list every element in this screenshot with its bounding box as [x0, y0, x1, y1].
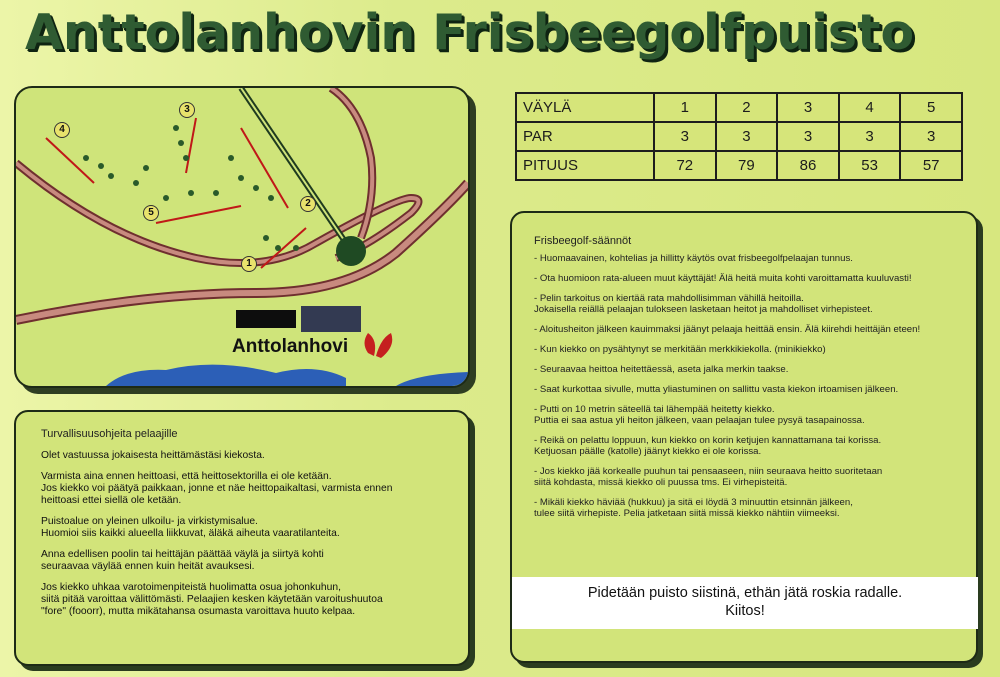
- table-cell: 3: [900, 122, 962, 151]
- path-road: [331, 88, 372, 238]
- pond-marker: [336, 236, 366, 266]
- list-item: - Putti on 10 metrin säteellä tai lähempää heitetty kiekko. Puttia ei saa astua yli heiton jälkeen, vaan pelaajan tulee pysyä tasapainossa.: [534, 404, 865, 426]
- hole-marker-2: 2: [300, 196, 316, 212]
- list-item: - Huomaavainen, kohtelias ja hillitty käytös ovat frisbeegolfpelaajan tunnus.: [534, 253, 853, 264]
- paragraph: Varmista aina ennen heittoasi, että heittosektorilla ei ole ketään. Jos kiekko voi päätyä paikkaan, jonne et näe heittopaikaltasi, varmista ennen heittoasi ettei siellä ole ketään.: [41, 471, 393, 506]
- hole-marker-1: 1: [241, 256, 257, 272]
- table-row: [516, 93, 962, 122]
- scorecard-table: [515, 92, 963, 181]
- list-item: - Aloitusheiton jälkeen kauimmaksi jäänyt pelaaja heittää ensin. Älä kiirehdi heittäjän eteen!: [534, 324, 921, 335]
- table-cell: 1: [654, 93, 716, 122]
- notice-line: Kiitos!: [725, 603, 765, 619]
- track-line: [241, 88, 346, 243]
- table-cell: 3: [716, 122, 778, 151]
- paragraph: Jos kiekko uhkaa varotoimenpiteistä huolimatta osua johonkuhun, siitä pitää varoittaa välittömästi. Pelaajien kesken käytetään varoitushuutoa "fore" (fooorr), mutta mikätahansa osumasta varoittava huuto kelpaa.: [41, 582, 383, 617]
- table-cell: 4: [839, 93, 901, 122]
- table-row: [516, 151, 962, 180]
- table-cell: 3: [777, 93, 839, 122]
- table-cell: 72: [654, 151, 716, 180]
- notice-line: Pidetään puisto siistinä, ethän jätä roskia radalle.: [587, 585, 903, 601]
- hole-marker-3: 3: [179, 102, 195, 118]
- paragraph: Olet vastuussa jokaisesta heittämästäsi kiekosta.: [41, 450, 265, 461]
- table-cell: 3: [839, 122, 901, 151]
- lake-shape: [396, 372, 468, 386]
- fairway-3: [186, 118, 196, 173]
- row-label: PITUUS: [516, 151, 654, 180]
- building: [301, 306, 361, 332]
- hole-marker-4: 4: [54, 122, 70, 138]
- row-label: PAR: [516, 122, 654, 151]
- table-cell: 57: [900, 151, 962, 180]
- table-cell: 86: [777, 151, 839, 180]
- tulip-logo: [365, 333, 393, 358]
- fairway-5: [156, 206, 241, 223]
- table-cell: 3: [777, 122, 839, 151]
- safety-heading: Turvallisuusohjeita pelaajille: [41, 428, 178, 440]
- place-label: Anttolanhovi: [232, 336, 349, 357]
- list-item: - Mikäli kiekko häviää (hukkuu) ja sitä ei löydä 3 minuuttin etsinnän jälkeen, tulee siitä virhepiste. Pelia jatketaan siitä missä kiekko nähtiin viimeeksi.: [534, 497, 853, 519]
- hole-marker-5: 5: [143, 205, 159, 221]
- table-cell: 2: [716, 93, 778, 122]
- paragraph: Puistoalue on yleinen ulkoilu- ja virkistymisalue. Huomioi siis kaikki alueella liikkuvat, äläkä aiheuta vaaratilanteita.: [41, 516, 340, 539]
- table-cell: 53: [839, 151, 901, 180]
- building: [236, 310, 296, 328]
- list-item: - Jos kiekko jää korkealle puuhun tai pensaaseen, niin seuraava heitto suoritetaan siitä kohdasta, missä kiekko oli puussa tms. Ei virhepisteitä.: [534, 466, 883, 488]
- row-label: VÄYLÄ: [516, 93, 654, 122]
- page-title: Anttolanhovin Frisbeegolfpuisto: [25, 4, 915, 61]
- list-item: - Ota huomioon rata-alueen muut käyttäjät! Älä heitä muita kohti varoittamatta kuuluvasti!: [534, 273, 912, 284]
- fairway-2: [241, 128, 288, 208]
- rules-card: [510, 211, 978, 663]
- safety-text: [41, 450, 451, 627]
- safety-card: [14, 410, 470, 666]
- cleanliness-notice: [512, 577, 978, 629]
- list-item: - Reikä on pelattu loppuun, kun kiekko on korin ketjujen kannattamana tai korissa. Ketjuosan päälle (katolle) jäänyt kiekko ei ole korissa.: [534, 435, 882, 457]
- rules-heading: Frisbeegolf-säännöt: [534, 235, 632, 247]
- list-item: - Saat kurkottaa sivulle, mutta yliastuminen on sallittu vasta kiekon irtoamisen jälkeen.: [534, 384, 899, 395]
- course-map: [14, 86, 470, 388]
- rules-list: [534, 253, 954, 528]
- table-cell: 5: [900, 93, 962, 122]
- paragraph: Anna edellisen poolin tai heittäjän päättää väylä ja siirtyä kohti seuraavaa väylää ennen kuin heität avauksesi.: [41, 549, 324, 572]
- lake-shape: [106, 365, 346, 386]
- table-row: [516, 122, 962, 151]
- list-item: - Kun kiekko on pysähtynyt se merkitään merkkikiekolla. (minikiekko): [534, 344, 826, 355]
- table-cell: 3: [654, 122, 716, 151]
- table-cell: 79: [716, 151, 778, 180]
- list-item: - Pelin tarkoitus on kiertää rata mahdollisimman vähillä heitoilla. Jokaisella reiällä pelaajan tulokseen lasketaan heitot ja mahdolliset virhepisteet.: [534, 293, 873, 315]
- list-item: - Seuraavaa heittoa heitettäessä, aseta jalka merkin taakse.: [534, 364, 789, 375]
